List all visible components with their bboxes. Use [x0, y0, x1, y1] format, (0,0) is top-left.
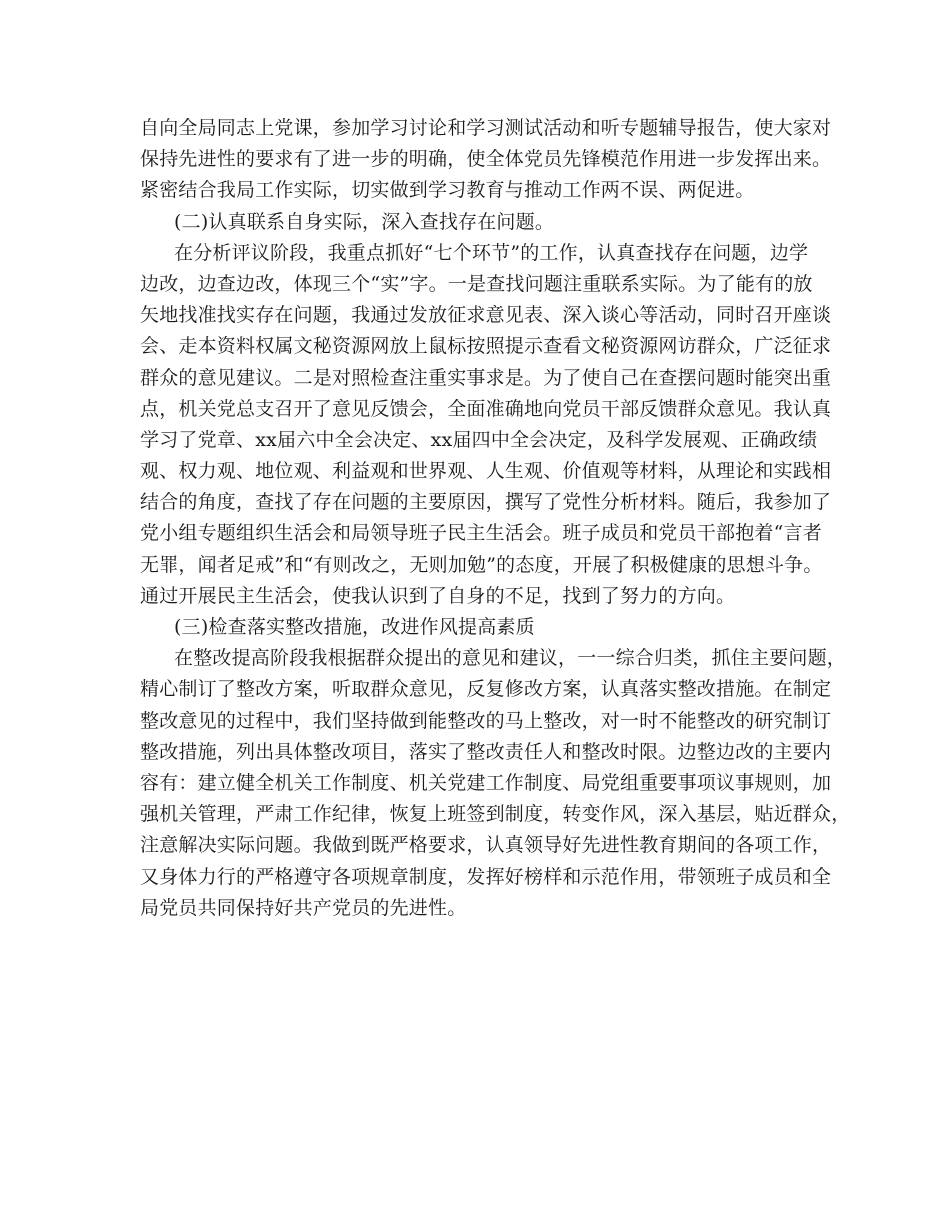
text-line: 在整改提高阶段我根据群众提出的意见和建议，一一综合归类，抓住主要问题，	[174, 647, 847, 670]
text-line: 整改意见的过程中，我们坚持做到能整改的马上整改，对一时不能整改的研究制订	[140, 709, 832, 732]
text-line: 紧密结合我局工作实际，切实做到学习教育与推动工作两不误、两促进。	[140, 179, 755, 202]
text-line: (二)认真联系自身实际，深入查找存在问题。	[174, 210, 555, 233]
text-line: 精心制订了整改方案，听取群众意见，反复修改方案，认真落实整改措施。在制定	[140, 678, 832, 701]
text-line: 学习了党章、xx届六中全会决定、xx届四中全会决定，及科学发展观、正确政绩	[140, 428, 818, 451]
text-line: 局党员共同保持好共产党员的先进性。	[140, 896, 467, 919]
text-line: 通过开展民主生活会，使我认识到了自身的不足，找到了努力的方向。	[140, 584, 736, 607]
text-line: 会、走本资料权属文秘资源网放上鼠标按照提示查看文秘资源网访群众，广泛征求	[140, 335, 832, 358]
text-line: 容有：建立健全机关工作制度、机关党建工作制度、局党组重要事项议事规则，加	[140, 771, 832, 794]
text-line: 在分析评议阶段，我重点抓好“七个环节”的工作，认真查找存在问题，边学	[174, 241, 809, 264]
text-line: 党小组专题组织生活会和局领导班子民主生活会。班子成员和党员干部抱着“言者	[140, 522, 822, 545]
text-line: 结合的角度，查找了存在问题的主要原因，撰写了党性分析材料。随后，我参加了	[140, 491, 832, 514]
text-line: 观、权力观、地位观、利益观和世界观、人生观、价值观等材料，从理论和实践相	[140, 460, 832, 483]
text-line: 又身体力行的严格遵守各项规章制度，发挥好榜样和示范作用，带领班子成员和全	[140, 865, 832, 888]
text-line: 整改措施，列出具体整改项目，落实了整改责任人和整改时限。边整边改的主要内	[140, 740, 832, 763]
text-line: 边改，边查边改，体现三个“实”字。一是查找问题注重联系实际。为了能有的放	[140, 272, 813, 295]
text-line: 保持先进性的要求有了进一步的明确，使全体党员先锋模范作用进一步发挥出来。	[140, 148, 832, 171]
text-line: 无罪，闻者足戒”和“有则改之，无则加勉”的态度，开展了积极健康的思想斗争。	[140, 553, 823, 576]
body-text	[140, 113, 851, 924]
text-line: (三)检查落实整改措施，改进作风提高素质	[174, 616, 535, 638]
text-line: 矢地找准找实存在问题，我通过发放征求意见表、深入谈心等活动，同时召开座谈	[140, 304, 832, 327]
text-line: 强机关管理，严肃工作纪律，恢复上班签到制度，转变作风，深入基层，贴近群众，	[140, 803, 851, 826]
text-line: 群众的意见建议。二是对照检查注重实事求是。为了使自己在查摆问题时能突出重	[140, 366, 832, 389]
text-line: 自向全局同志上党课，参加学习讨论和学习测试活动和听专题辅导报告，使大家对	[140, 117, 832, 139]
text-line: 点，机关党总支召开了意见反馈会，全面准确地向党员干部反馈群众意见。我认真	[140, 397, 832, 420]
text-line: 注意解决实际问题。我做到既严格要求，认真领导好先进性教育期间的各项工作，	[140, 834, 832, 857]
